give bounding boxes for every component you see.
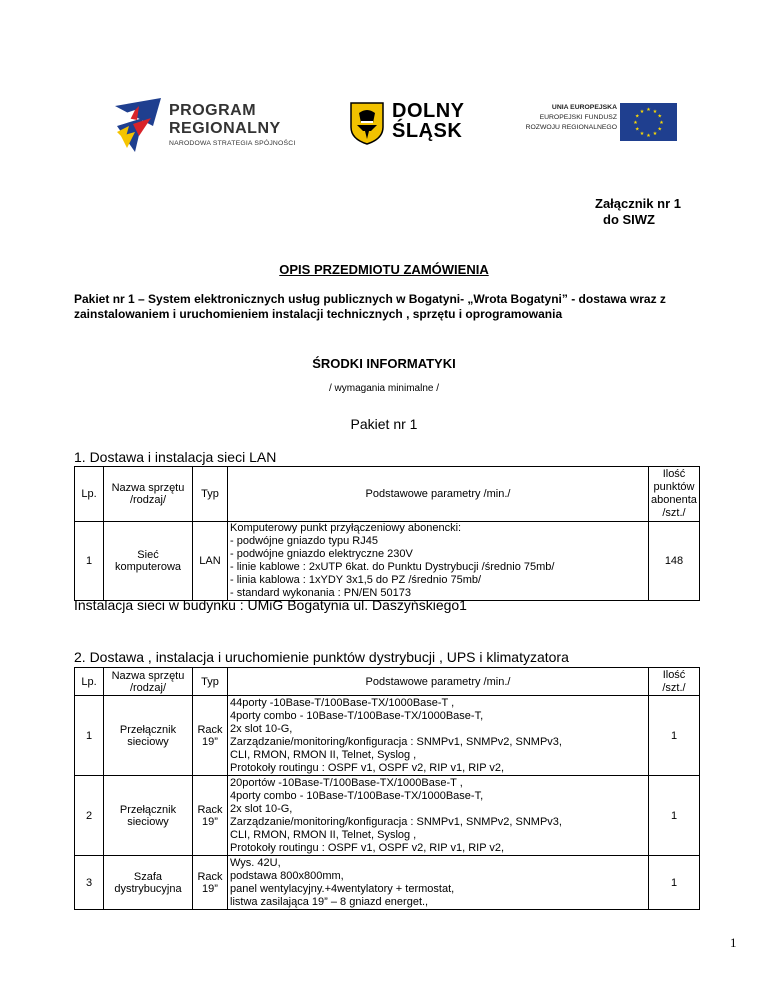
table-row [75, 522, 700, 601]
param-line: Protokoły routingu : OSPF v1, OSPF v2, RIP v1, RIP v2, [230, 841, 505, 854]
param-line: 2x slot 10-G, [230, 722, 293, 735]
svg-text:★: ★ [659, 120, 664, 126]
cell-nazwa: Sieć komputerowa [104, 522, 193, 601]
param-line: 20portów -10Base-T/100Base-TX/1000Base-T , [230, 776, 463, 789]
cell-ilosc: 1 [649, 856, 700, 910]
header-param: Podstawowe parametry /min./ [228, 668, 649, 696]
table-header-row [75, 467, 700, 522]
cell-typ: Rack 19” [193, 696, 228, 776]
svg-text:★: ★ [633, 120, 638, 126]
logo-subtext: NARODOWA STRATEGIA SPÓJNOŚCI [169, 140, 296, 147]
header-ilosc: Ilość /szt./ [649, 668, 700, 696]
cell-lp: 2 [75, 776, 104, 856]
svg-text:★: ★ [646, 133, 651, 139]
requirements-note: / wymagania minimalne / [328, 383, 440, 394]
eu-text [510, 103, 617, 133]
svg-text:★: ★ [639, 131, 645, 138]
cell-typ: Rack 19” [193, 856, 228, 910]
page-title: OPIS PRZEDMIOTU ZAMÓWIENIA [279, 262, 489, 277]
cell-ilosc: 1 [649, 776, 700, 856]
logo-text: EUROPEJSKI FUNDUSZ [539, 114, 617, 121]
logo-text: ROZWOJU REGIONALNEGO [525, 124, 617, 131]
header-lp: Lp. [75, 467, 104, 522]
section-2-title: 2. Dostawa , instalacja i uruchomienie punktów dystrybucji , UPS i klimatyzatora [74, 649, 569, 665]
param-line: Komputerowy punkt przyłączeniowy abonencki: [230, 522, 462, 534]
header-lp: Lp. [75, 668, 104, 696]
param-line: 4porty combo - 10Base-T/100Base-TX/1000Base-T, [230, 789, 484, 802]
header-typ: Typ [193, 668, 228, 696]
zalacznik-text: Załącznik nr 1 [595, 196, 681, 211]
pakiet-description: Pakiet nr 1 – System elektronicznych usług publicznych w Bogatyni- „Wrota Bogatyni” - dostawa wraz z zainstalowaniem i uruchomieniem instalacji technicznych , sprzętu i oprogramowania [74, 292, 666, 321]
cell-ilosc: 148 [649, 522, 700, 601]
header-param: Podstawowe parametry /min./ [228, 467, 649, 522]
svg-text:★: ★ [646, 107, 651, 113]
param-line: 2x slot 10-G, [230, 802, 293, 815]
param-line: - podwójne gniazdo typu RJ45 [230, 535, 378, 547]
logo-text: PROGRAM [169, 102, 257, 119]
svg-text:★: ★ [652, 131, 658, 138]
installation-note: Instalacja sieci w budynku : UMiG Bogatynia ul. Daszyńskiego1 [74, 597, 467, 613]
table-row [75, 696, 700, 776]
header-nazwa: Nazwa sprzętu /rodzaj/ [104, 668, 193, 696]
cell-params [228, 696, 649, 776]
logo-text: DOLNY [392, 100, 465, 122]
param-line: - linia kablowa : 1xYDY 3x1,5 do PZ /średnio 75mb/ [230, 574, 482, 586]
header-nazwa: Nazwa sprzętu /rodzaj/ [104, 467, 193, 522]
cell-lp: 3 [75, 856, 104, 910]
pakiet-heading: Pakiet nr 1 [350, 416, 418, 432]
coat-of-arms-icon [349, 101, 385, 145]
param-line: CLI, RMON, RMON II, Telnet, Syslog , [230, 748, 417, 761]
param-line: Wys. 42U, [230, 856, 281, 869]
cell-nazwa: Przełącznik sieciowy [104, 776, 193, 856]
svg-text:★: ★ [657, 126, 662, 133]
param-line: Zarządzanie/monitoring/konfiguracja : SNMPv1, SNMPv2, SNMPv3, [230, 815, 562, 828]
svg-text:★: ★ [652, 108, 658, 115]
svg-text:★: ★ [639, 108, 645, 115]
param-line: listwa zasilająca 19” – 8 gniazd energet., [230, 895, 429, 908]
page-number: 1 [730, 935, 737, 950]
dolny-slask-logo [349, 101, 469, 147]
param-line: - standard wykonania : PN/EN 50173 [230, 587, 411, 599]
svg-text:★: ★ [657, 113, 662, 120]
cell-params [228, 856, 649, 910]
table-row [75, 856, 700, 910]
lan-table [74, 466, 700, 601]
cell-nazwa: Szafa dystrybucyjna [104, 856, 193, 910]
param-line: podstawa 800x800mm, [230, 869, 344, 882]
section-1-title: 1. Dostawa i instalacja sieci LAN [74, 449, 277, 465]
table-row [75, 776, 700, 856]
param-line: - linie kablowe : 2xUTP 6kat. do Punktu Dystrybucji /średnio 75mb/ [230, 561, 555, 573]
logo-text: UNIA EUROPEJSKA [551, 104, 617, 111]
attachment-label [595, 196, 681, 228]
table-header-row [75, 668, 700, 696]
eu-flag-icon [620, 103, 677, 141]
unia-europejska-logo [510, 103, 680, 143]
cell-ilosc: 1 [649, 696, 700, 776]
param-line: Protokoły routingu : OSPF v1, OSPF v2, RIP v1, RIP v2, [230, 761, 505, 774]
dolny-slask-text [392, 101, 465, 141]
param-line: panel wentylacyjny.+4wentylatory + termostat, [230, 882, 455, 895]
param-line: 4porty combo - 10Base-T/100Base-TX/1000Base-T, [230, 709, 484, 722]
param-line: Zarządzanie/monitoring/konfiguracja : SNMPv1, SNMPv2, SNMPv3, [230, 735, 562, 748]
param-line: - podwójne gniazdo elektryczne 230V [230, 548, 413, 560]
cell-nazwa: Przełącznik sieciowy [104, 696, 193, 776]
siwz-text: do SIWZ [603, 212, 655, 227]
program-regionalny-text [169, 102, 295, 147]
svg-text:★: ★ [635, 126, 640, 133]
distribution-table [74, 667, 700, 910]
cell-typ: Rack 19” [193, 776, 228, 856]
cell-params [228, 522, 649, 601]
svg-text:★: ★ [635, 113, 640, 120]
cell-typ: LAN [193, 522, 228, 601]
header-ilosc: Ilość punktów abonenta /szt./ [649, 467, 700, 522]
cell-params [228, 776, 649, 856]
header-typ: Typ [193, 467, 228, 522]
star-logo-icon [113, 96, 163, 154]
logo-text: REGIONALNY [169, 120, 281, 137]
cell-lp: 1 [75, 696, 104, 776]
param-line: 44porty -10Base-T/100Base-TX/1000Base-T , [230, 696, 455, 709]
program-regionalny-logo [113, 96, 313, 154]
cell-lp: 1 [75, 522, 104, 601]
logo-text: ŚLĄSK [392, 120, 463, 142]
param-line: CLI, RMON, RMON II, Telnet, Syslog , [230, 828, 417, 841]
section-heading: ŚRODKI INFORMATYKI [312, 356, 456, 371]
